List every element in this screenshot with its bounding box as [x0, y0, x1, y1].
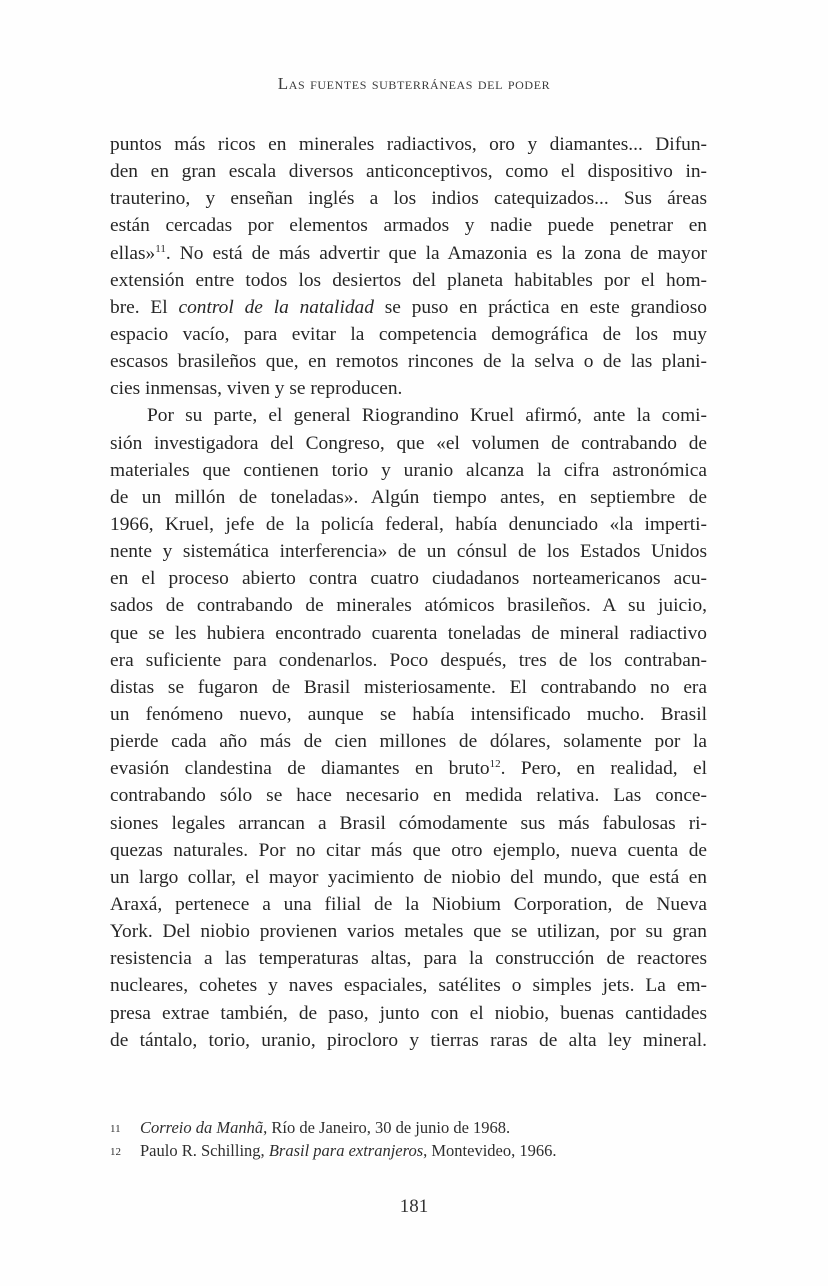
- text-run: escasos brasileños que, en remotos rincones de la selva o de las plani-: [110, 351, 707, 373]
- text-run: distas se fugaron de Brasil misteriosamente. El contrabando no era: [110, 676, 707, 698]
- text-run: bre. El: [110, 296, 179, 318]
- text-run: 1966, Kruel, jefe de la policía federal, había denunciado «la imperti-: [110, 513, 707, 535]
- text-run: Por su parte, el general Riograndino Kruel afirmó, ante la comi-: [147, 405, 707, 427]
- text-run: siones legales arrancan a Brasil cómodamente sus más fabulosas ri-: [110, 812, 707, 834]
- text-run: era suficiente para condenarlos. Poco después, tres de los contraban-: [110, 649, 707, 671]
- text-line: [110, 891, 707, 918]
- text-line: [110, 620, 707, 647]
- text-run: ellas»: [110, 242, 156, 264]
- text-run: , Montevideo, 1966.: [423, 1141, 557, 1160]
- italic-text: control de la natalidad: [178, 296, 374, 318]
- page-number: 181: [399, 1196, 429, 1217]
- text-run: extensión entre todos los desiertos del planeta habitables por el hom-: [110, 269, 707, 291]
- text-line: [110, 674, 707, 701]
- footnote-number: 12: [110, 1146, 121, 1158]
- text-run: presa extrae también, de paso, junto con el niobio, buenas cantidades: [110, 1002, 707, 1024]
- text-run: en el proceso abierto contra cuatro ciudadanos norteamericanos acu-: [110, 568, 707, 590]
- text-line: [110, 1000, 707, 1027]
- text-line: [110, 837, 707, 864]
- text-line: [110, 782, 707, 809]
- text-run: están cercadas por elementos armados y nadie puede penetrar en: [110, 215, 707, 237]
- text-run: un fenómeno nuevo, aunque se había intensificado mucho. Brasil: [110, 703, 707, 725]
- text-line: [110, 131, 707, 158]
- running-head: Las fuentes subterráneas del poder: [277, 74, 551, 93]
- text-run: cies inmensas, viven y se reproducen.: [110, 378, 403, 400]
- text-run: Araxá, pertenece a una filial de la Niobium Corporation, de Nueva: [110, 893, 707, 915]
- footnotes: [110, 1117, 710, 1163]
- text-line: [110, 240, 707, 267]
- text-run: , Río de Janeiro, 30 de junio de 1968.: [263, 1118, 511, 1137]
- text-line: [110, 810, 707, 837]
- text-run: pierde cada año más de cien millones de dólares, solamente por la: [110, 731, 707, 753]
- text-line: [110, 918, 707, 945]
- text-line: [110, 511, 707, 538]
- text-line: [110, 321, 707, 348]
- text-line: [110, 972, 707, 999]
- text-line: [110, 565, 707, 592]
- text-run: puntos más ricos en minerales radiactivos, oro y diamantes... Difun-: [110, 134, 707, 155]
- footnote-ref: 12: [489, 758, 501, 771]
- text-line: [110, 212, 707, 239]
- text-line: [110, 484, 707, 511]
- text-run: de tántalo, torio, uranio, pirocloro y tierras raras de alta ley mineral.: [110, 1029, 707, 1051]
- footnote-text: [140, 1117, 510, 1140]
- text-line: [110, 755, 707, 782]
- text-run: . Pero, en realidad, el: [500, 758, 708, 780]
- text-run: se puso en práctica en este grandioso: [373, 296, 707, 318]
- footnote-ref: 11: [155, 242, 166, 255]
- text-run: nente y sistemática interferencia» de un cónsul de los Estados Unidos: [110, 541, 707, 563]
- text-run: que se les hubiera encontrado cuarenta toneladas de mineral radiactivo: [110, 622, 707, 644]
- text-run: . No está de más advertir que la Amazonia es la zona de mayor: [165, 242, 707, 264]
- text-run: Paulo R. Schilling,: [140, 1141, 269, 1160]
- text-line: [110, 1027, 707, 1054]
- footnote: [110, 1117, 710, 1140]
- text-run: sados de contrabando de minerales atómicos brasileños. A su juicio,: [110, 595, 707, 617]
- text-line: [110, 185, 707, 212]
- text-line: [110, 538, 707, 565]
- text-run: de un millón de toneladas». Algún tiempo antes, en septiembre de: [110, 486, 707, 508]
- text-line: [110, 457, 707, 484]
- text-line: [110, 402, 707, 429]
- text-line: [110, 647, 707, 674]
- text-run: contrabando sólo se hace necesario en medida relativa. Las conce-: [110, 785, 707, 807]
- text-run: den en gran escala diversos anticonceptivos, como el dispositivo in-: [110, 161, 707, 183]
- text-run: evasión clandestina de diamantes en bruto: [110, 758, 490, 780]
- footnote-text: [140, 1140, 557, 1163]
- text-line: [110, 348, 707, 375]
- footnote-number: 11: [110, 1123, 121, 1135]
- text-run: un largo collar, el mayor yacimiento de niobio del mundo, que está en: [110, 866, 707, 888]
- footnote: [110, 1140, 710, 1163]
- text-line: [110, 728, 707, 755]
- text-run: trauterino, y enseñan inglés a los indios catequizados... Sus áreas: [110, 188, 707, 210]
- text-line: [110, 701, 707, 728]
- text-run: materiales que contienen torio y uranio alcanza la cifra astronómica: [110, 459, 707, 481]
- text-line: [110, 430, 707, 457]
- italic-text: Correio da Manhã: [140, 1118, 264, 1137]
- text-line: [110, 864, 707, 891]
- text-line: [110, 592, 707, 619]
- text-line: [110, 158, 707, 185]
- text-run: espacio vacío, para evitar la competencia demográfica de los muy: [110, 323, 707, 345]
- text-line: [110, 945, 707, 972]
- text-line: [110, 375, 707, 402]
- text-line: [110, 267, 707, 294]
- italic-text: Brasil para extranjeros: [268, 1141, 424, 1160]
- text-line: [110, 294, 707, 321]
- text-run: York. Del niobio provienen varios metales que se utilizan, por su gran: [110, 921, 707, 943]
- body-text: [110, 131, 707, 1054]
- text-run: resistencia a las temperaturas altas, para la construcción de reactores: [110, 948, 707, 970]
- text-run: quezas naturales. Por no citar más que otro ejemplo, nueva cuenta de: [110, 839, 707, 861]
- text-run: nucleares, cohetes y naves espaciales, satélites o simples jets. La em-: [110, 975, 707, 997]
- text-run: sión investigadora del Congreso, que «el volumen de contrabando de: [110, 432, 707, 454]
